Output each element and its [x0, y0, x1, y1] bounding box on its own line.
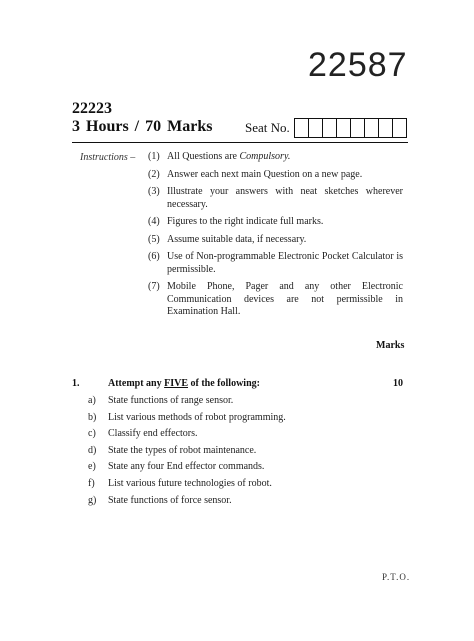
instruction-item	[148, 281, 403, 319]
sub-question-text: Classify end effectors.	[108, 428, 198, 440]
sub-question-text: State functions of force sensor.	[108, 494, 232, 506]
instruction-item	[148, 251, 403, 276]
seat-number-boxes	[294, 118, 407, 138]
instruction-item	[148, 216, 403, 229]
sub-question	[88, 412, 286, 424]
instruction-text: Assume suitable data, if necessary.	[167, 233, 307, 245]
sub-question	[88, 478, 286, 490]
sub-question	[88, 395, 286, 407]
seat-number-box	[295, 119, 309, 137]
instruction-item	[148, 234, 403, 247]
question-marks: 10	[393, 378, 403, 389]
seat-number-box	[351, 119, 365, 137]
instruction-number: (1)	[148, 151, 160, 162]
instruction-item	[148, 186, 403, 211]
sub-question	[88, 495, 286, 507]
sub-question-list	[88, 395, 286, 511]
seat-number-box	[337, 119, 351, 137]
instruction-number: (3)	[148, 186, 160, 197]
sub-question-text: State functions of range sensor.	[108, 395, 234, 406]
instruction-text: Illustrate your answers with neat sketches wherever necessary.	[167, 186, 403, 210]
sub-question	[88, 445, 286, 457]
five-emphasis: FIVE	[164, 378, 189, 389]
instructions-list	[148, 151, 403, 324]
sub-question-text: State any four End effector commands.	[108, 461, 265, 473]
sub-question-letter: f)	[88, 477, 95, 489]
sub-question-letter: e)	[88, 461, 96, 473]
question-text: Attempt any FIVE of the following:	[108, 378, 260, 389]
instructions-label: Instructions –	[80, 152, 136, 163]
seat-number-box	[309, 119, 323, 137]
instruction-text: Mobile Phone, Pager and any other Electronic Communication devices are not permissible in Examination Hall.	[167, 281, 403, 317]
header-divider	[72, 142, 408, 143]
instruction-text: Use of Non-programmable Electronic Pocket Calculator is permissible.	[167, 251, 403, 275]
instruction-number: (2)	[148, 168, 160, 180]
instruction-item	[148, 169, 403, 182]
sub-question-letter: g)	[88, 494, 97, 506]
instruction-text: Answer each next main Question on a new page.	[167, 168, 363, 180]
instruction-text: Figures to the right indicate full marks.	[167, 216, 324, 227]
sub-question-text: List various methods of robot programming.	[108, 411, 286, 423]
seat-number-label: Seat No.	[245, 120, 290, 135]
paper-code: 22587	[308, 46, 408, 84]
sub-question	[88, 428, 286, 440]
marks-heading: Marks	[376, 340, 405, 351]
question-number: 1.	[72, 378, 80, 389]
sub-question-letter: a)	[88, 395, 96, 406]
instruction-number: (7)	[148, 281, 160, 292]
instruction-number: (5)	[148, 233, 160, 245]
sub-question-text: List various future technologies of robot.	[108, 477, 272, 489]
sub-question-letter: b)	[88, 411, 97, 423]
compulsory-emphasis: Compulsory.	[239, 151, 291, 162]
instruction-item	[148, 151, 403, 164]
seat-number-box	[379, 119, 393, 137]
sub-question-letter: d)	[88, 444, 97, 456]
instruction-number: (6)	[148, 251, 160, 262]
sub-question-letter: c)	[88, 428, 96, 440]
seat-number-box	[365, 119, 379, 137]
sub-question	[88, 461, 286, 473]
seat-number-box	[393, 119, 406, 137]
sub-question-text: State the types of robot maintenance.	[108, 444, 257, 456]
duration-marks: 3 Hours / 70 Marks	[72, 118, 213, 135]
instruction-number: (4)	[148, 216, 160, 227]
pto-label: P.T.O.	[382, 572, 411, 582]
seat-number-box	[323, 119, 337, 137]
instruction-text: All Questions are Compulsory.	[167, 151, 291, 162]
subject-code: 22223	[72, 100, 112, 117]
